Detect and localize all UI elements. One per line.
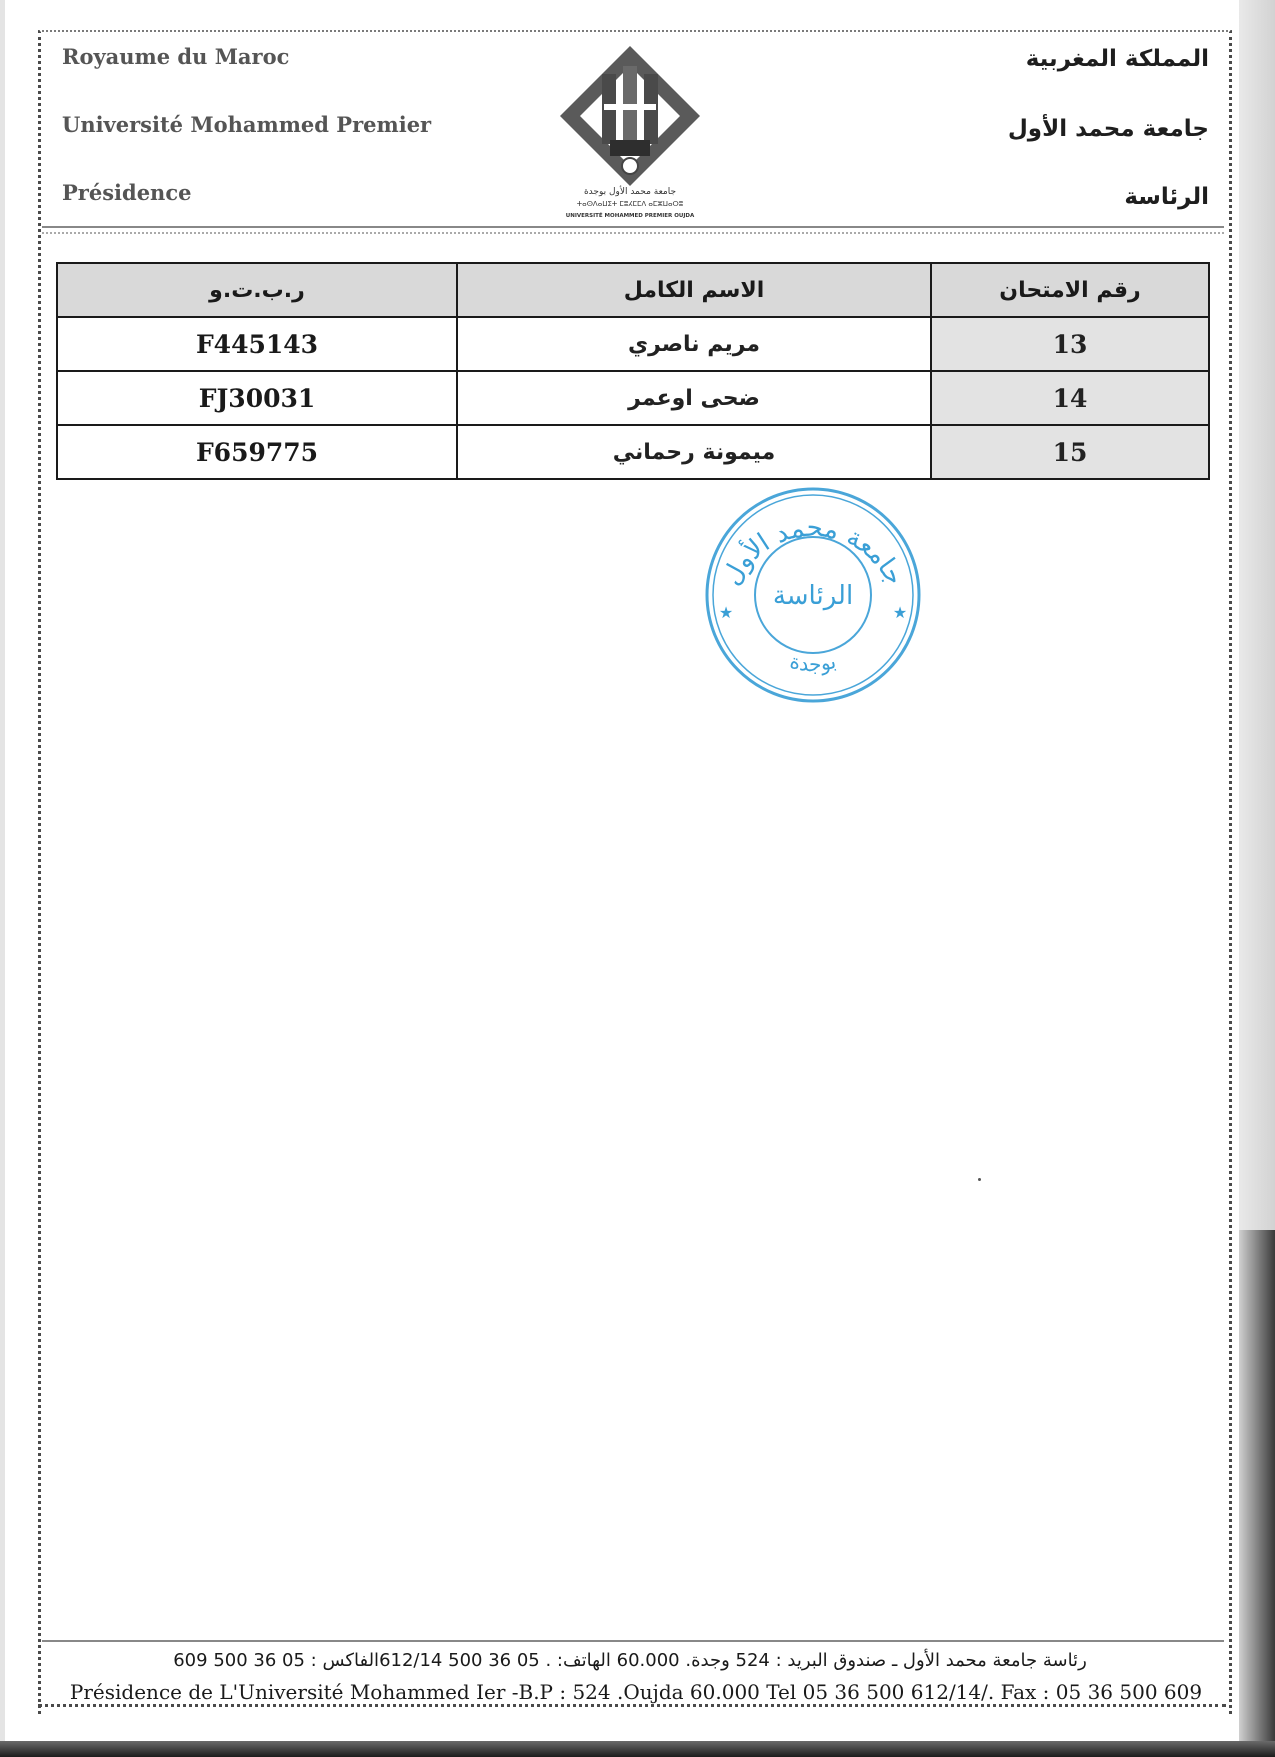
cell-full-name: ضحى اوعمر xyxy=(457,371,931,425)
header-exam-number: رقم الامتحان xyxy=(931,263,1209,317)
scan-right-shadow xyxy=(1239,1230,1275,1750)
page-frame-bottom xyxy=(38,1704,1226,1707)
cell-id-number: F659775 xyxy=(57,425,457,479)
stamp-outer-text: جامعة محمد الأول xyxy=(716,512,910,591)
header-university-ar: جامعة محمد الأول xyxy=(1007,116,1209,142)
footer-address-ar: رئاسة جامعة محمد الأول ـ صندوق البريد : 524 وجدة. 60.000 الهاتف: . 05 36 500 612/14الفاكس : 05 36 500 609 xyxy=(173,1650,1087,1671)
table-row xyxy=(57,425,1209,479)
students-table xyxy=(56,262,1210,480)
header-full-name: الاسم الكامل xyxy=(457,263,931,317)
stamp-star-icon: ★ xyxy=(892,603,908,622)
scan-speck xyxy=(978,1178,981,1181)
cell-id-number: FJ30031 xyxy=(57,371,457,425)
logo-caption-fr: UNIVERSITÉ MOHAMMED PREMIER OUJDA xyxy=(565,213,695,219)
header-kingdom-fr: Royaume du Maroc xyxy=(62,44,290,69)
table-header-row xyxy=(57,263,1209,317)
cell-exam-number: 14 xyxy=(931,371,1209,425)
header-separator xyxy=(42,226,1224,228)
footer-address-fr: Présidence de L'Université Mohammed Ier -B.P : 524 .Oujda 60.000 Tel 05 36 500 612/14/. Fax : 05 36 500 609 xyxy=(69,1680,1203,1704)
header-separator-dotted xyxy=(42,232,1224,234)
stamp-center-text: الرئاسة xyxy=(772,581,854,611)
footer-separator xyxy=(42,1640,1224,1642)
header-university-fr: Université Mohammed Premier xyxy=(62,112,432,137)
header-presidency-fr: Présidence xyxy=(62,180,192,205)
stamp-bottom-text: بوجدة xyxy=(787,648,839,677)
logo-caption-tifinagh: ⵜⴰⵙⴷⴰⵡⵉⵜ ⵎⵓⵃⵎⵎⴷ ⴰⵎⵣⵡⴰⵔⵓ xyxy=(576,200,684,208)
university-logo-icon xyxy=(550,44,710,224)
cell-exam-number: 15 xyxy=(931,425,1209,479)
cell-id-number: F445143 xyxy=(57,317,457,371)
table-row xyxy=(57,317,1209,371)
header-presidency-ar: الرئاسة xyxy=(1124,184,1209,210)
header-kingdom-ar: المملكة المغربية xyxy=(1025,46,1209,72)
cell-full-name: ميمونة رحماني xyxy=(457,425,931,479)
official-stamp-icon xyxy=(698,480,928,710)
header-id-number: ر.ب.ت.و xyxy=(57,263,457,317)
cell-exam-number: 13 xyxy=(931,317,1209,371)
logo-caption-ar: جامعة محمد الأول بوجدة xyxy=(583,187,677,197)
scan-left-edge xyxy=(0,0,5,1757)
cell-full-name: مريم ناصري xyxy=(457,317,931,371)
table-row xyxy=(57,371,1209,425)
scan-bottom-edge xyxy=(0,1741,1275,1757)
stamp-star-icon: ★ xyxy=(718,603,734,622)
